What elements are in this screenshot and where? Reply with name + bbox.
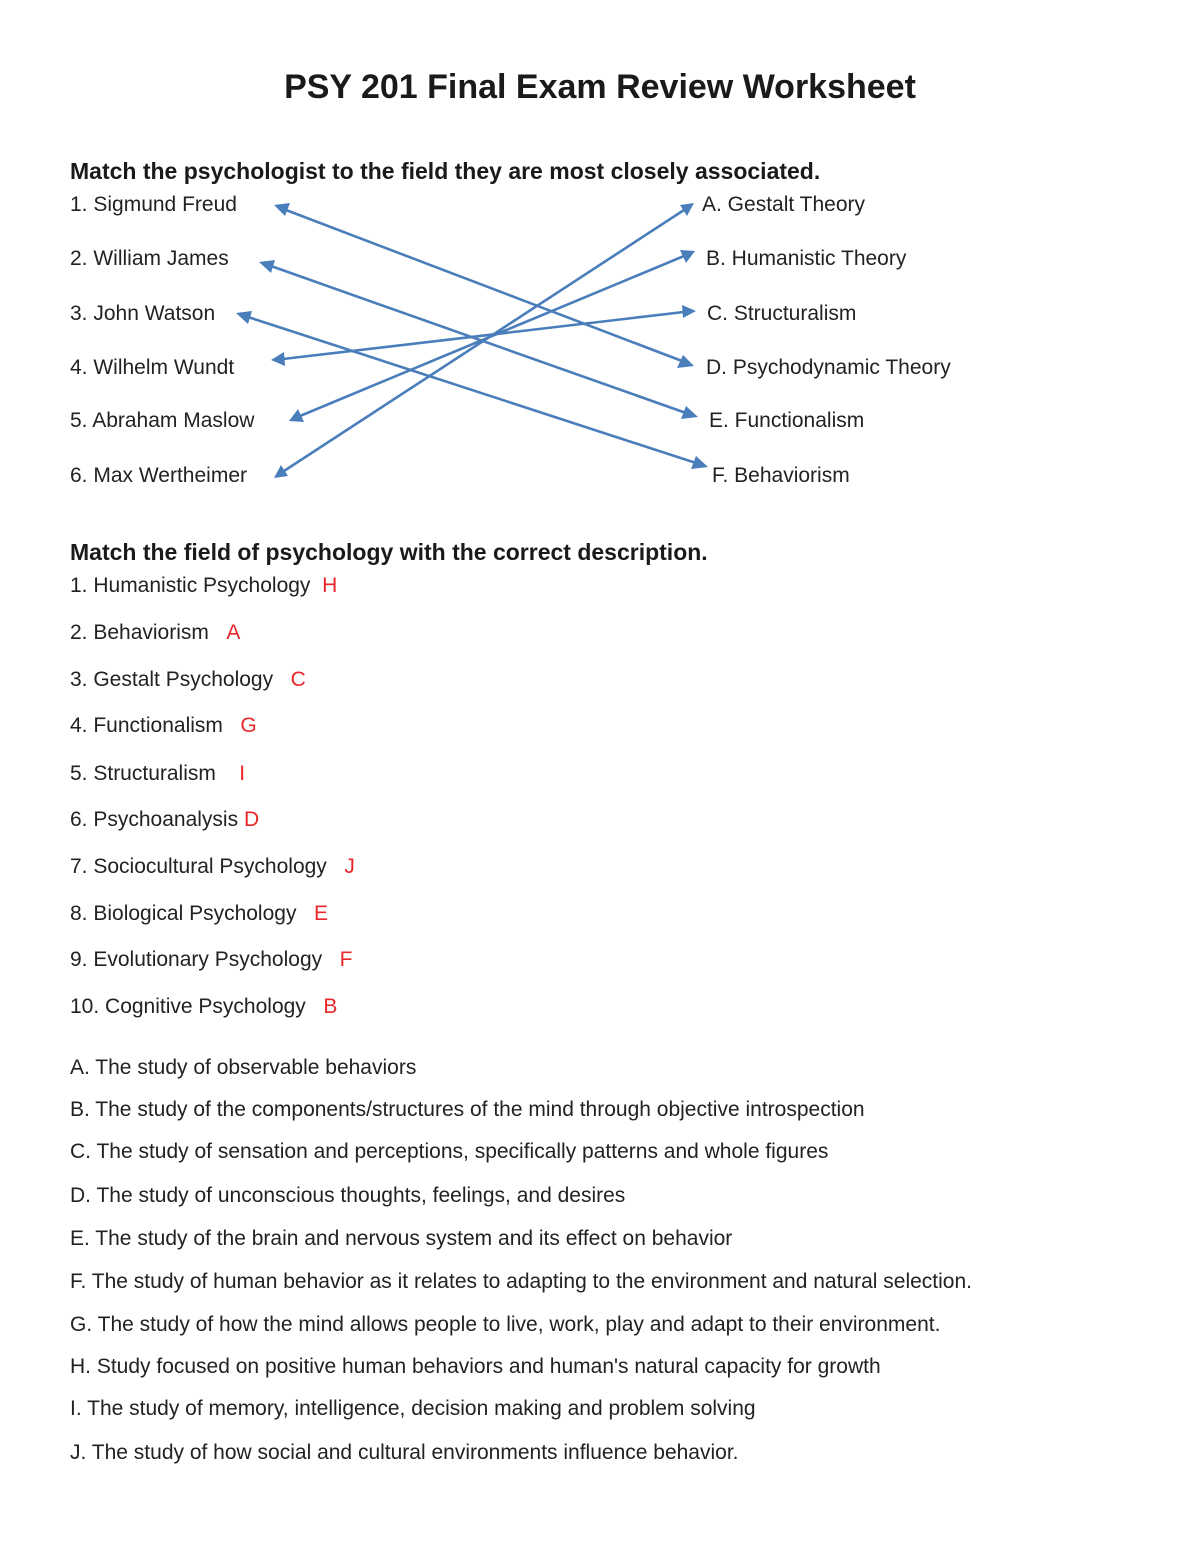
psychologist-2: 2. William James	[70, 247, 229, 270]
field-e: E. Functionalism	[709, 409, 865, 432]
description-i: I. The study of memory, intelligence, decision making and problem solving	[70, 1397, 756, 1420]
field-item-label: 5. Structuralism	[70, 762, 216, 785]
field-item-answer: H	[322, 574, 338, 597]
field-item-label: 3. Gestalt Psychology	[70, 668, 274, 691]
field-item-label: 10. Cognitive Psychology	[70, 995, 306, 1018]
section1-heading: Match the psychologist to the field they are most closely associated.	[70, 158, 821, 184]
description-b: B. The study of the components/structures of the mind through objective introspection	[70, 1098, 865, 1121]
field-b: B. Humanistic Theory	[706, 247, 907, 270]
description-f: F. The study of human behavior as it relates to adapting to the environment and natural selection.	[70, 1270, 972, 1293]
psychologist-1: 1. Sigmund Freud	[70, 193, 237, 216]
field-f: F. Behaviorism	[712, 464, 850, 487]
arrowhead-icon	[259, 260, 275, 273]
field-item-label: 1. Humanistic Psychology	[70, 574, 311, 597]
arrow-james-functionalism	[271, 266, 686, 413]
field-item-label: 4. Functionalism	[70, 714, 223, 737]
description-c: C. The study of sensation and perceptions, specifically patterns and whole figures	[70, 1140, 829, 1163]
field-item-label: 8. Biological Psychology	[70, 902, 297, 925]
field-item	[70, 763, 245, 784]
arrow-wundt-structuralism	[283, 312, 684, 359]
arrow-freud-psychodynamic	[286, 210, 682, 361]
psychologist-4: 4. Wilhelm Wundt	[70, 356, 235, 379]
field-item-answer: A	[226, 621, 241, 644]
description-g: G. The study of how the mind allows people to live, work, play and adapt to their environment.	[70, 1313, 941, 1336]
field-item-answer: B	[323, 995, 338, 1018]
field-item-answer: F	[339, 948, 353, 971]
section2-heading: Match the field of psychology with the correct description.	[70, 539, 708, 565]
arrowhead-icon	[274, 465, 288, 478]
description-e: E. The study of the brain and nervous system and its effect on behavior	[70, 1227, 733, 1250]
field-item	[70, 809, 259, 830]
description-j: J. The study of how social and cultural environments influence behavior.	[70, 1441, 739, 1464]
page-title: PSY 201 Final Exam Review Worksheet	[284, 68, 916, 106]
field-item-answer: J	[344, 855, 355, 878]
field-item-label: 9. Evolutionary Psychology	[70, 948, 323, 971]
field-item-answer: G	[240, 714, 257, 737]
field-item	[70, 575, 337, 596]
description-h: H. Study focused on positive human behaviors and human's natural capacity for growth	[70, 1355, 881, 1378]
psychologist-3: 3. John Watson	[70, 302, 216, 325]
arrowhead-icon	[682, 305, 696, 318]
field-item-answer: I	[239, 762, 246, 785]
field-item	[70, 856, 355, 877]
field-item-label: 6. Psychoanalysis	[70, 808, 239, 831]
arrowhead-icon	[680, 250, 695, 263]
description-a: A. The study of observable behaviors	[70, 1056, 417, 1079]
arrow-wertheimer-gestalt	[284, 210, 684, 471]
arrowhead-icon	[289, 409, 304, 422]
arrowhead-icon	[236, 311, 252, 324]
field-item-answer: E	[313, 902, 328, 925]
field-item	[70, 996, 337, 1017]
description-d: D. The study of unconscious thoughts, feelings, and desires	[70, 1184, 626, 1207]
field-item	[70, 669, 306, 690]
field-item	[70, 622, 240, 643]
arrowhead-icon	[681, 406, 698, 419]
field-d: D. Psychodynamic Theory	[706, 356, 951, 379]
field-item-label: 7. Sociocultural Psychology	[70, 855, 327, 878]
arrowhead-icon	[677, 355, 694, 368]
arrowhead-icon	[680, 203, 694, 216]
arrowhead-icon	[274, 203, 290, 216]
arrow-maslow-humanistic	[300, 256, 684, 416]
arrowhead-icon	[271, 352, 285, 366]
arrow-watson-behaviorism	[248, 317, 696, 463]
field-item	[70, 715, 257, 736]
psychologist-5: 5. Abraham Maslow	[70, 409, 255, 432]
arrowhead-icon	[691, 456, 708, 469]
field-item-label: 2. Behaviorism	[70, 621, 209, 644]
field-c: C. Structuralism	[707, 302, 857, 325]
field-item-answer: C	[290, 668, 306, 691]
field-item-answer: D	[243, 808, 260, 831]
field-a: A. Gestalt Theory	[702, 193, 866, 216]
psychologist-6: 6. Max Wertheimer	[70, 464, 247, 487]
field-item	[70, 903, 328, 924]
field-item	[70, 949, 352, 970]
